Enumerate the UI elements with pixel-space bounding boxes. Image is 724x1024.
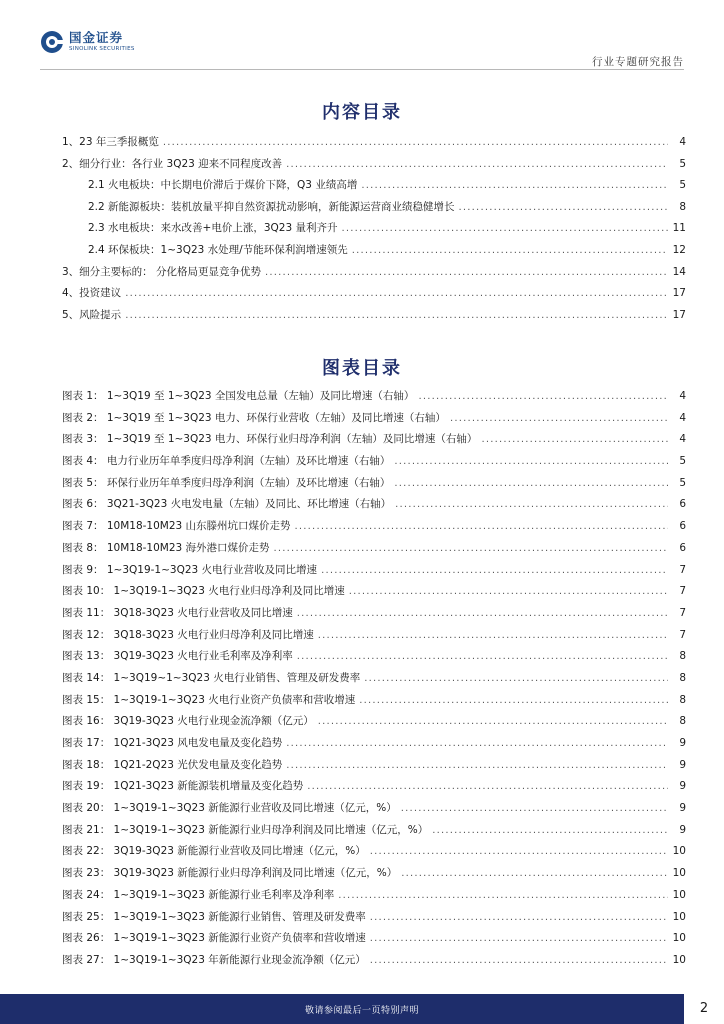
figure-entry-page: 5 bbox=[679, 476, 686, 489]
dot-leader bbox=[352, 240, 668, 262]
figure-entry-label: 图表 12： 3Q18-3Q23 火电行业归母净利及同比增速 bbox=[62, 628, 314, 641]
page-number: 2 bbox=[684, 994, 724, 1024]
figure-entry[interactable] bbox=[62, 386, 686, 408]
toc-entry-page: 5 bbox=[679, 179, 686, 192]
figure-entry-page: 10 bbox=[672, 953, 686, 966]
dot-leader bbox=[125, 305, 668, 327]
figure-entry-page: 9 bbox=[679, 758, 686, 771]
figure-entry[interactable] bbox=[62, 668, 686, 690]
figure-entry-page: 7 bbox=[679, 606, 686, 619]
figure-entry[interactable] bbox=[62, 928, 686, 950]
toc-entry[interactable] bbox=[62, 175, 686, 197]
toc-entry[interactable] bbox=[62, 197, 686, 219]
dot-leader bbox=[297, 646, 668, 668]
figure-entry-page: 4 bbox=[679, 433, 686, 446]
figure-entry-label: 图表 2： 1~3Q19 至 1~3Q23 电力、环保行业营收（左轴）及同比增速（右轴） bbox=[62, 411, 446, 424]
figure-entry-page: 10 bbox=[672, 867, 686, 880]
dot-leader bbox=[394, 473, 668, 495]
toc-entry-page: 17 bbox=[672, 287, 686, 300]
figure-entry[interactable] bbox=[62, 798, 686, 820]
list-of-figures bbox=[62, 386, 686, 972]
toc-entry-page: 11 bbox=[672, 222, 686, 235]
dot-leader bbox=[125, 283, 668, 305]
sinolink-logo-icon bbox=[40, 30, 64, 54]
figure-entry[interactable] bbox=[62, 560, 686, 582]
figure-entry-label: 图表 18： 1Q21-2Q23 光伏发电量及变化趋势 bbox=[62, 758, 283, 771]
toc-entry-page: 17 bbox=[672, 308, 686, 321]
figure-entry[interactable] bbox=[62, 603, 686, 625]
dot-leader bbox=[370, 928, 668, 950]
dot-leader bbox=[265, 262, 668, 284]
figure-entry-label: 图表 22： 3Q19-3Q23 新能源行业营收及同比增速（亿元，%） bbox=[62, 845, 366, 858]
figure-entry-label: 图表 15： 1~3Q19-1~3Q23 火电行业资产负债率和营收增速 bbox=[62, 693, 356, 706]
toc-entry-page: 5 bbox=[679, 157, 686, 170]
figure-entry[interactable] bbox=[62, 820, 686, 842]
figure-entry-page: 8 bbox=[679, 671, 686, 684]
figure-entry-page: 8 bbox=[679, 715, 686, 728]
figure-entry-label: 图表 21： 1~3Q19-1~3Q23 新能源行业归母净利润及同比增速（亿元，%） bbox=[62, 823, 429, 836]
dot-leader bbox=[370, 841, 668, 863]
figure-entry[interactable] bbox=[62, 733, 686, 755]
dot-leader bbox=[318, 625, 668, 647]
toc-entry-label: 2.2 新能源板块：装机放量平抑自然资源扰动影响，新能源运营商业绩稳健增长 bbox=[88, 200, 455, 213]
figure-entry-page: 9 bbox=[679, 780, 686, 793]
figure-entry-label: 图表 17： 1Q21-3Q23 风电发电量及变化趋势 bbox=[62, 737, 283, 749]
figure-entry-page: 5 bbox=[679, 455, 686, 468]
dot-leader bbox=[286, 154, 668, 176]
dot-leader bbox=[297, 603, 668, 625]
figure-entry-label: 图表 13： 3Q19-3Q23 火电行业毛利率及净利率 bbox=[62, 650, 293, 663]
figure-entry-label: 图表 19： 1Q21-3Q23 新能源装机增量及变化趋势 bbox=[62, 780, 304, 793]
toc-entry[interactable] bbox=[62, 305, 686, 327]
figure-entry-label: 图表 16： 3Q19-3Q23 火电行业现金流净额（亿元） bbox=[62, 715, 314, 728]
dot-leader bbox=[394, 451, 668, 473]
figure-entry[interactable] bbox=[62, 516, 686, 538]
figure-entry-label: 图表 20： 1~3Q19-1~3Q23 新能源行业营收及同比增速（亿元，%） bbox=[62, 802, 397, 815]
toc-entry[interactable] bbox=[62, 132, 686, 154]
toc-entry[interactable] bbox=[62, 283, 686, 305]
figure-entry[interactable] bbox=[62, 885, 686, 907]
figure-entry-label: 图表 10： 1~3Q19-1~3Q23 火电行业归母净利及同比增速 bbox=[62, 585, 345, 598]
footer-disclaimer: 敬请参阅最后一页特别声明 bbox=[304, 1006, 419, 1016]
dot-leader bbox=[318, 711, 668, 733]
figure-entry-label: 图表 5： 环保行业历年单季度归母净利润（左轴）及环比增速（右轴） bbox=[62, 476, 391, 489]
dot-leader bbox=[286, 755, 668, 777]
toc-entry[interactable] bbox=[62, 218, 686, 240]
toc-title: 内容目录 bbox=[322, 102, 402, 123]
figure-entry-page: 6 bbox=[679, 520, 686, 533]
figure-entry[interactable] bbox=[62, 494, 686, 516]
dot-leader bbox=[401, 863, 668, 885]
dot-leader bbox=[401, 798, 668, 820]
company-logo bbox=[40, 30, 135, 54]
dot-leader bbox=[286, 733, 668, 755]
dot-leader bbox=[450, 408, 668, 430]
figure-entry-label: 图表 23： 3Q19-3Q23 新能源行业归母净利润及同比增速（亿元，%） bbox=[62, 867, 398, 880]
figure-entry-page: 8 bbox=[679, 650, 686, 663]
company-name-en: SINOLINK SECURITIES bbox=[69, 45, 135, 52]
dot-leader bbox=[307, 776, 668, 798]
figure-entry-page: 10 bbox=[672, 910, 686, 923]
report-type-label: 行业专题研究报告 bbox=[592, 56, 684, 68]
company-name-cn: 国金证券 bbox=[69, 30, 124, 45]
figure-entry[interactable] bbox=[62, 950, 686, 972]
toc-entry-page: 14 bbox=[672, 265, 686, 278]
figure-entry-page: 7 bbox=[679, 563, 686, 576]
figure-entry-label: 图表 24： 1~3Q19-1~3Q23 新能源行业毛利率及净利率 bbox=[62, 888, 335, 901]
figure-entry[interactable] bbox=[62, 841, 686, 863]
figure-entry-page: 9 bbox=[679, 802, 686, 815]
list-of-figures-title: 图表目录 bbox=[322, 358, 402, 379]
toc-entry-label: 3、细分主要标的： 分化格局更显竞争优势 bbox=[62, 265, 262, 278]
figure-entry-label: 图表 11： 3Q18-3Q23 火电行业营收及同比增速 bbox=[62, 606, 293, 619]
toc-entry-page: 8 bbox=[679, 200, 686, 213]
figure-entry-page: 7 bbox=[679, 628, 686, 641]
dot-leader bbox=[481, 429, 668, 451]
figure-entry[interactable] bbox=[62, 473, 686, 495]
figure-entry[interactable] bbox=[62, 907, 686, 929]
figure-entry-page: 6 bbox=[679, 498, 686, 511]
figure-entry[interactable] bbox=[62, 625, 686, 647]
figure-entry[interactable] bbox=[62, 755, 686, 777]
figure-entry[interactable] bbox=[62, 776, 686, 798]
toc-entry-label: 4、投资建议 bbox=[62, 287, 122, 300]
dot-leader bbox=[364, 668, 668, 690]
figure-entry-label: 图表 6： 3Q21-3Q23 火电发电量（左轴）及同比、环比增速（右轴） bbox=[62, 498, 392, 511]
header-divider bbox=[40, 69, 684, 70]
figure-entry-page: 9 bbox=[679, 823, 686, 836]
figure-entry-page: 10 bbox=[672, 888, 686, 901]
dot-leader bbox=[418, 386, 668, 408]
dot-leader bbox=[459, 197, 668, 219]
dot-leader bbox=[274, 538, 668, 560]
toc-entry[interactable] bbox=[62, 154, 686, 176]
figure-entry[interactable] bbox=[62, 581, 686, 603]
figure-entry[interactable] bbox=[62, 451, 686, 473]
figure-entry-page: 9 bbox=[679, 737, 686, 749]
dot-leader bbox=[163, 132, 668, 154]
figure-entry-label: 图表 7： 10M18-10M23 山东滕州坑口煤价走势 bbox=[62, 520, 291, 533]
page-header bbox=[0, 0, 724, 70]
figure-entry[interactable] bbox=[62, 711, 686, 733]
dot-leader bbox=[361, 175, 668, 197]
toc-entry[interactable] bbox=[62, 262, 686, 284]
toc-entry-label: 2.1 火电板块：中长期电价滞后于煤价下降，Q3 业绩高增 bbox=[88, 179, 358, 192]
figure-entry-label: 图表 27： 1~3Q19-1~3Q23 年新能源行业现金流净额（亿元） bbox=[62, 953, 366, 966]
dot-leader bbox=[341, 218, 668, 240]
toc-entry[interactable] bbox=[62, 240, 686, 262]
figure-entry[interactable] bbox=[62, 429, 686, 451]
toc-entry-page: 4 bbox=[679, 136, 686, 148]
figure-entry-page: 6 bbox=[679, 541, 686, 554]
dot-leader bbox=[321, 560, 668, 582]
figure-entry-label: 图表 3： 1~3Q19 至 1~3Q23 电力、环保行业归母净利润（左轴）及同比增速（右轴） bbox=[62, 433, 478, 446]
toc-entry-label: 2、细分行业：各行业 3Q23 迎来不同程度改善 bbox=[62, 157, 283, 170]
figure-entry-label: 图表 9： 1~3Q19-1~3Q23 火电行业营收及同比增速 bbox=[62, 563, 318, 576]
figure-entry[interactable] bbox=[62, 538, 686, 560]
figure-entry[interactable] bbox=[62, 863, 686, 885]
toc-entry-label: 2.4 环保板块：1~3Q23 水处理/节能环保利润增速领先 bbox=[88, 243, 348, 256]
dot-leader bbox=[395, 494, 668, 516]
figure-entry-page: 4 bbox=[679, 411, 686, 424]
figure-entry-page: 4 bbox=[679, 390, 686, 402]
figure-entry-label: 图表 14： 1~3Q19~1~3Q23 火电行业销售、管理及研发费率 bbox=[62, 671, 361, 684]
figure-entry-label: 图表 1： 1~3Q19 至 1~3Q23 全国发电总量（左轴）及同比增速（右轴） bbox=[62, 390, 415, 402]
toc-entry-label: 1、23 年三季报概览 bbox=[62, 136, 159, 148]
dot-leader bbox=[295, 516, 668, 538]
figure-entry[interactable] bbox=[62, 690, 686, 712]
toc-entry-label: 2.3 水电板块：来水改善+电价上涨，3Q23 量利齐升 bbox=[88, 222, 338, 235]
figure-entry-label: 图表 4： 电力行业历年单季度归母净利润（左轴）及环比增速（右轴） bbox=[62, 455, 391, 468]
dot-leader bbox=[349, 581, 668, 603]
figure-entry-page: 10 bbox=[672, 932, 686, 945]
figure-entry[interactable] bbox=[62, 408, 686, 430]
figure-entry-page: 8 bbox=[679, 693, 686, 706]
dot-leader bbox=[338, 885, 668, 907]
figure-entry-page: 7 bbox=[679, 585, 686, 598]
dot-leader bbox=[370, 950, 668, 972]
toc-entry-label: 5、风险提示 bbox=[62, 308, 122, 321]
figure-entry[interactable] bbox=[62, 646, 686, 668]
figure-entry-label: 图表 26： 1~3Q19-1~3Q23 新能源行业资产负债率和营收增速 bbox=[62, 932, 366, 945]
figure-entry-label: 图表 25： 1~3Q19-1~3Q23 新能源行业销售、管理及研发费率 bbox=[62, 910, 366, 923]
dot-leader bbox=[432, 820, 668, 842]
dot-leader bbox=[370, 907, 668, 929]
figure-entry-page: 10 bbox=[672, 845, 686, 858]
figure-entry-label: 图表 8： 10M18-10M23 海外港口煤价走势 bbox=[62, 541, 270, 554]
toc-entry-page: 12 bbox=[672, 243, 686, 256]
table-of-contents bbox=[62, 132, 686, 326]
dot-leader bbox=[359, 690, 668, 712]
